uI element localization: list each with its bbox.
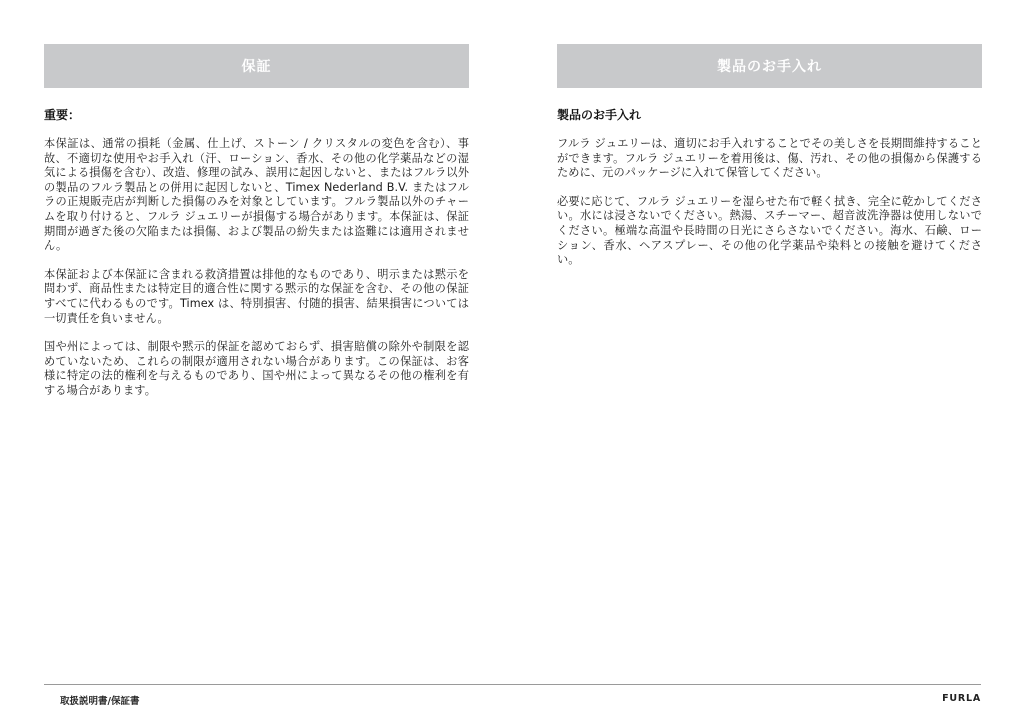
product-care-header-title: 製品のお手入れ [717, 59, 822, 75]
footer-divider [44, 684, 981, 685]
care-paragraph-1: フルラ ジュエリーは、適切にお手入れすることでその美しさを長期間維持することができます。フルラ ジュエリーを着用後は、傷、汚れ、その他の損傷から保護するために、元のパッケージに入れて保管してください。 [557, 137, 982, 180]
product-care-subheading: 製品のお手入れ [557, 108, 642, 122]
warranty-paragraph-1: 本保証は、通常の損耗（金属、仕上げ、ストーン / クリスタルの変色を含む）、事故、不適切な使用やお手入れ（汗、ローション、香水、その他の化学薬品などの湿気による損傷を含む）、改造、修理の試み、誤用に起因しないと、またはフルラ以外の製品のフルラ製品との併用に起因しないと、Timex Nederland B.V. またはフルラの正規販売店が判断した損傷のみを対象としています。フルラ製品以外のチャームを取り付けると、フルラ ジュエリーが損傷する場合があります。本保証は、保証期間が過ぎた後の欠陥または損傷、および製品の紛失または盗難には適用されません。 [44, 137, 469, 253]
product-care-column [557, 44, 982, 268]
warranty-paragraph-3: 国や州によっては、制限や黙示的保証を認めておらず、損害賠償の除外や制限を認めていないため、これらの制限が適用されない場合があります。この保証は、お客様に特定の法的権利を与えるものであり、国や州によって異なるその他の権利を有する場合があります。 [44, 340, 469, 397]
warranty-paragraph-2: 本保証および本保証に含まれる救済措置は排他的なものであり、明示または黙示を問わず、商品性または特定目的適合性に関する黙示的な保証を含む、その他の保証すべてに代わるものです。Timex は、特別損害、付随的損害、結果損害については一切責任を負いません。 [44, 267, 469, 325]
care-paragraph-2: 必要に応じて、フルラ ジュエリーを湿らせた布で軽く拭き、完全に乾かしてください。水には浸さないでください。熱湯、スチーマー、超音波洗浄器は使用しないでください。極端な高温や長時間の日光にさらさないでください。海水、石鹸、ローション、香水、ヘアスプレー、その他の化学薬品や染料との接触を避けてください。 [557, 194, 982, 267]
footer-manual-title: 取扱説明書/保証書 [60, 696, 140, 707]
warranty-header-title: 保証 [241, 59, 272, 75]
warranty-header [44, 44, 469, 88]
warranty-column [44, 44, 469, 399]
footer-brand: FURLA [942, 693, 981, 704]
important-subheading: 重要： [44, 108, 81, 122]
product-care-header [557, 44, 982, 88]
